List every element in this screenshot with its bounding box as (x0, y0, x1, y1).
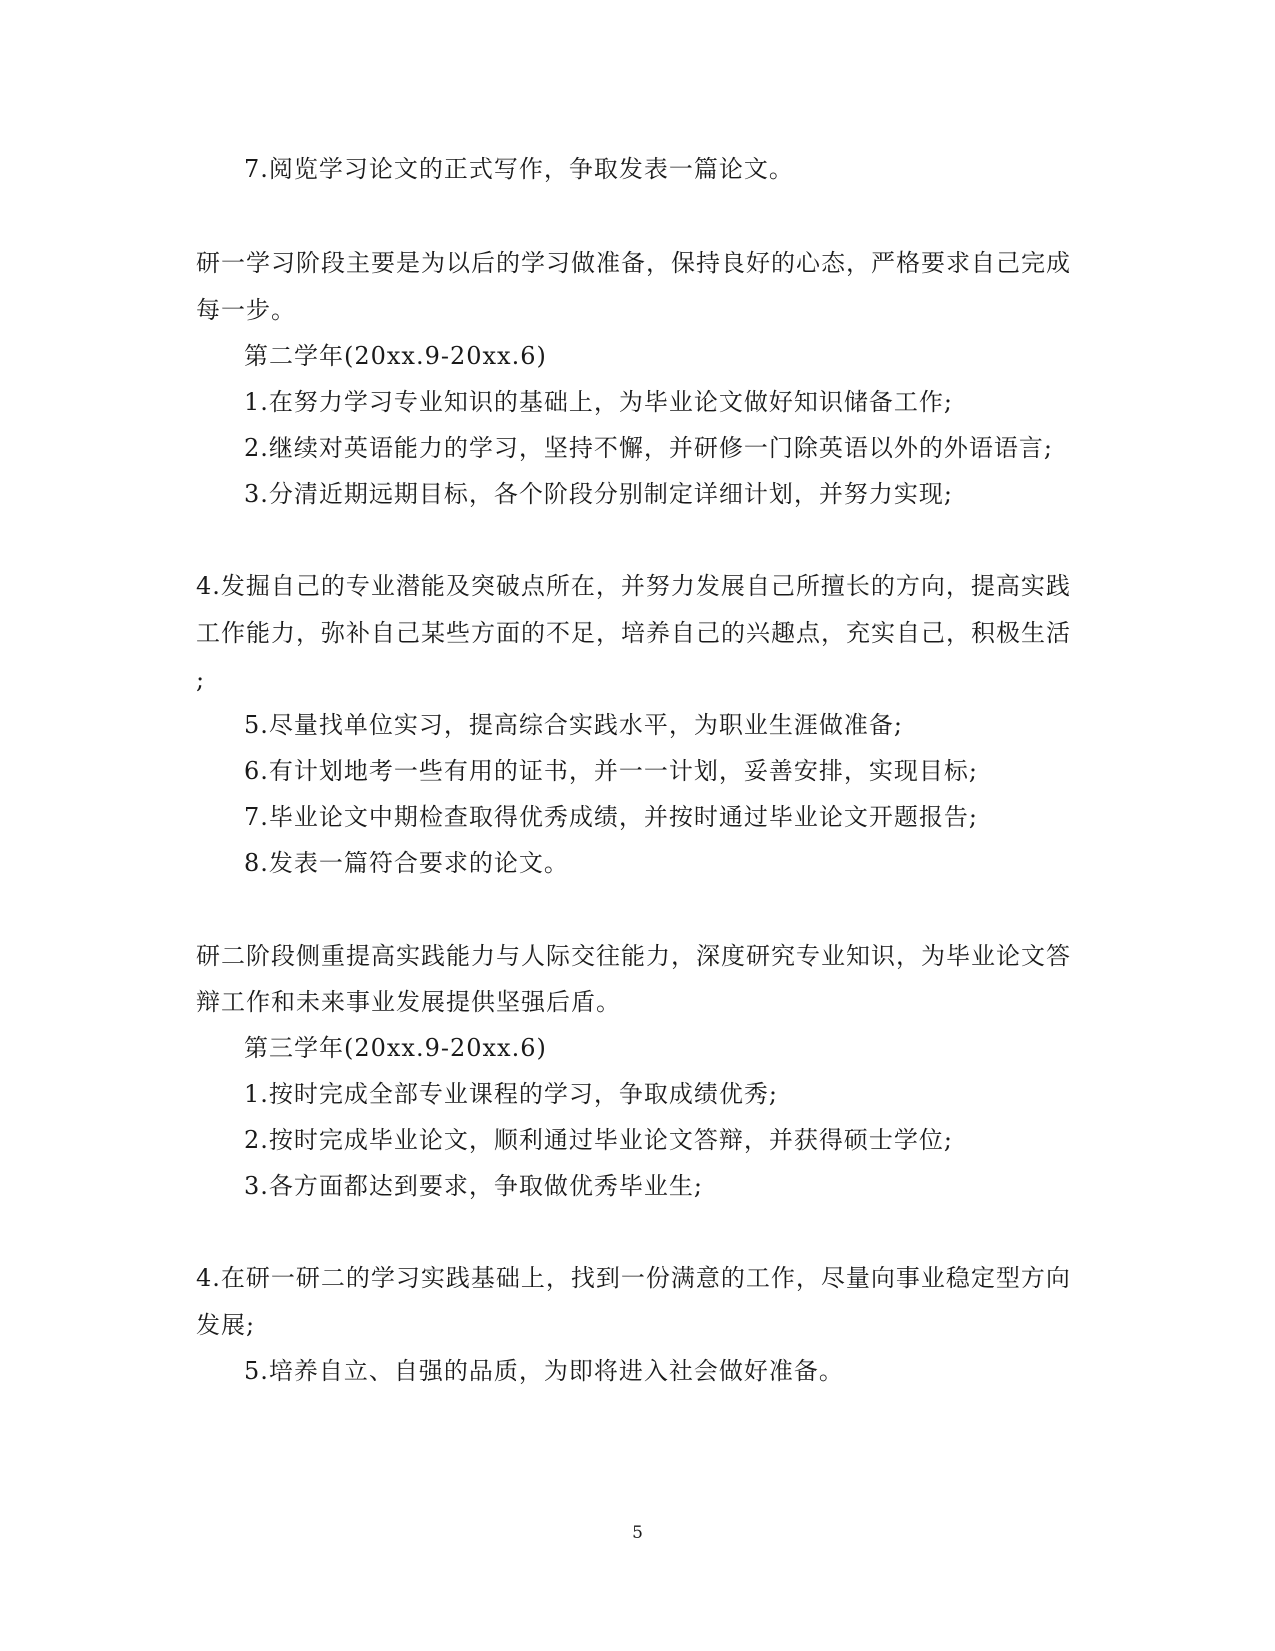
text-line: ; (196, 666, 206, 694)
text-line: 研一学习阶段主要是为以后的学习做准备，保持良好的心态，严格要求自己完成 (196, 249, 1071, 277)
text-line: 1.在努力学习专业知识的基础上，为毕业论文做好知识储备工作; (244, 388, 953, 416)
text-line: 1.按时完成全部专业课程的学习，争取成绩优秀; (244, 1080, 778, 1108)
text-line: 7.阅览学习论文的正式写作，争取发表一篇论文。 (244, 155, 794, 183)
text-line: 4.发掘自己的专业潜能及突破点所在，并努力发展自己所擅长的方向，提高实践 (196, 572, 1071, 600)
text-line: 2.按时完成毕业论文，顺利通过毕业论文答辩，并获得硕士学位; (244, 1126, 953, 1154)
text-line: 3.分清近期远期目标，各个阶段分别制定详细计划，并努力实现; (244, 480, 953, 508)
section-heading: 第三学年(20xx.9-20xx.6) (244, 1034, 547, 1062)
text-line: 辩工作和未来事业发展提供坚强后盾。 (196, 988, 621, 1016)
text-line: 5.尽量找单位实习，提高综合实践水平，为职业生涯做准备; (244, 711, 903, 739)
text-line: 6.有计划地考一些有用的证书，并一一计划，妥善安排，实现目标; (244, 757, 978, 785)
text-line: 8.发表一篇符合要求的论文。 (244, 849, 569, 877)
page-number: 5 (632, 1523, 643, 1543)
text-line: 7.毕业论文中期检查取得优秀成绩，并按时通过毕业论文开题报告; (244, 803, 978, 831)
text-line: 2.继续对英语能力的学习，坚持不懈，并研修一门除英语以外的外语语言; (244, 434, 1053, 462)
text-line: 3.各方面都达到要求，争取做优秀毕业生; (244, 1172, 703, 1200)
section-heading: 第二学年(20xx.9-20xx.6) (244, 342, 547, 370)
text-line: 工作能力，弥补自己某些方面的不足，培养自己的兴趣点，充实自己，积极生活 (196, 619, 1071, 647)
text-line: 发展; (196, 1311, 256, 1339)
text-line: 5.培养自立、自强的品质，为即将进入社会做好准备。 (244, 1357, 844, 1385)
text-line: 每一步。 (196, 296, 296, 324)
text-line: 4.在研一研二的学习实践基础上，找到一份满意的工作，尽量向事业稳定型方向 (196, 1264, 1071, 1292)
text-line: 研二阶段侧重提高实践能力与人际交往能力，深度研究专业知识，为毕业论文答 (196, 942, 1071, 970)
